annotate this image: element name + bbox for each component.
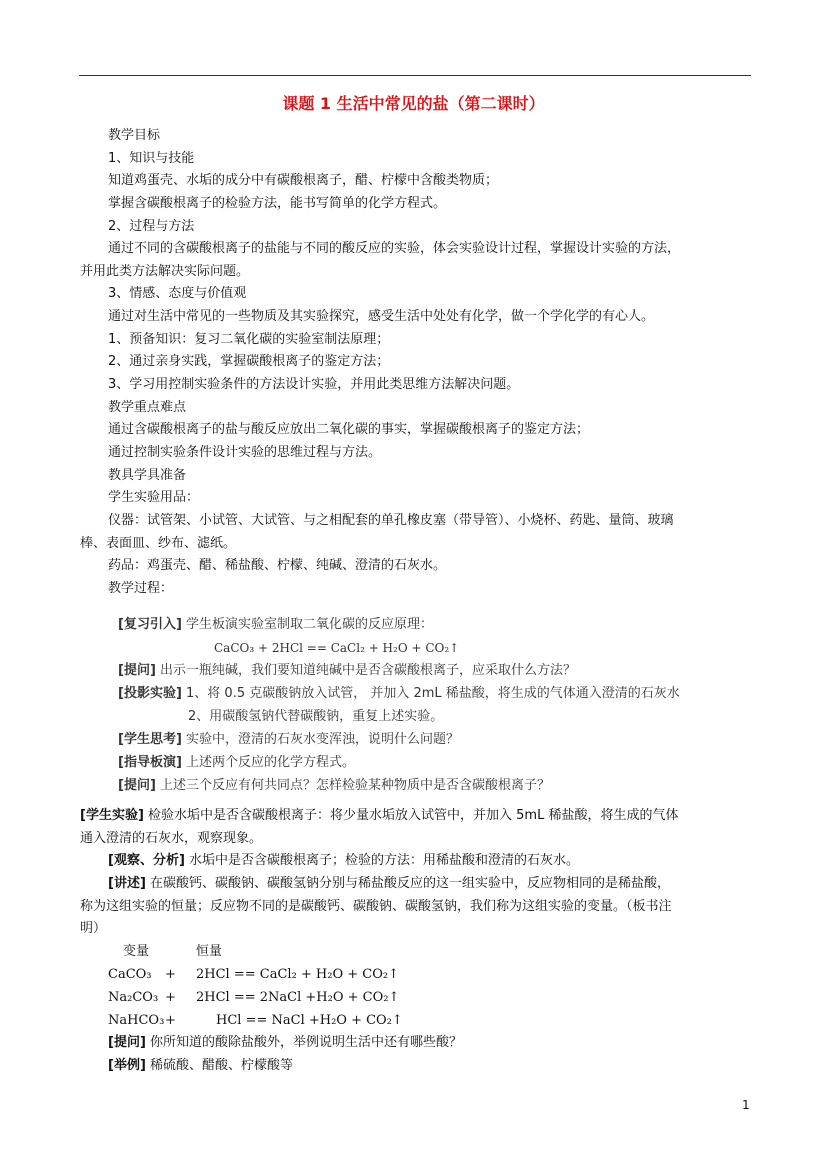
image-line: [投影实验] 1、将 0.5 克碳酸钠放入试管， 并加入 2mL 稀盐酸，将生成的气体通入澄清的石灰水 <box>118 686 680 701</box>
student-experiment: [学生实验] 检验水垢中是否含碳酸根离子：将少量水垢放入试管中，并加入 5mL 稀盐酸，将生成的气体 <box>80 808 679 823</box>
text-line: 3、学习用控制实验条件的方法设计实验，并用此类思维方法解决问题。 <box>108 377 520 392</box>
embedded-image <box>118 604 680 794</box>
text-line: 掌握含碳酸根离子的检验方法，能书写简单的化学方程式。 <box>108 196 447 211</box>
text-line: 教学过程： <box>108 581 174 596</box>
explanation: [讲述] 在碳酸钙、碳酸钠、碳酸氢钠分别与稀盐酸反应的这一组实验中，反应物相同的是稀盐酸， <box>108 876 671 891</box>
text-line: 仪器：试管架、小试管、大试管、与之相配套的单孔橡皮塞（带导管）、小烧杯、药匙、量筒、玻璃 <box>108 513 674 528</box>
header-rule <box>79 75 751 76</box>
text-line: 通过控制实验条件设计实验的思维过程与方法。 <box>108 445 382 460</box>
text-line: 教学目标 <box>108 128 161 143</box>
text-line: 学生实验用品： <box>108 490 200 505</box>
page-number: 1 <box>742 1098 750 1112</box>
page-title: 课题 1 生活中常见的盐（第二课时） <box>282 94 545 113</box>
header-variable: 变量 <box>123 944 150 959</box>
text-line: 称为这组实验的恒量；反应物不同的是碳酸钙、碳酸钠、碳酸氢钠，我们称为这组实验的变量。（板书注 <box>80 899 672 914</box>
equation-rest: 2HCl == 2NaCl +H₂O + CO₂↑ <box>196 990 400 1005</box>
image-line: [学生思考] 实验中，澄清的石灰水变浑浊，说明什么问题？ <box>118 732 460 747</box>
text-line: 并用此类方法解决实际问题。 <box>80 264 250 279</box>
observe-analysis: [观察、分析] 水垢中是否含碳酸根离子；检验的方法：用稀盐酸和澄清的石灰水。 <box>108 853 580 868</box>
image-line: [提问] 上述三个反应有何共同点？怎样检验某种物质中是否含碳酸根离子？ <box>118 778 551 793</box>
image-line: [提问] 出示一瓶纯碱，我们要知道纯碱中是否含碳酸根离子，应采取什么方法？ <box>118 663 577 678</box>
text-line: 2、通过亲身实践，掌握碳酸根离子的鉴定方法； <box>108 354 390 369</box>
text-line: 3、情感、态度与价值观 <box>108 286 247 301</box>
equation-reactant: Na₂CO₃ <box>108 990 159 1005</box>
question: [提问] 你所知道的酸除盐酸外，举例说明生活中还有哪些酸？ <box>108 1035 463 1050</box>
text-line: 2、过程与方法 <box>108 219 195 234</box>
text-line: 棒、表面皿、纱布、滤纸。 <box>80 536 237 551</box>
text-line: 1、知识与技能 <box>108 151 195 166</box>
text-line: 通过对生活中常见的一些物质及其实验探究，感受生活中处处有化学，做一个学化学的有心人。 <box>108 309 655 324</box>
text-line: 通过含碳酸根离子的盐与酸反应放出二氧化碳的事实，掌握碳酸根离子的鉴定方法； <box>108 422 590 437</box>
text-line: 明） <box>80 921 107 936</box>
text-line: 教学重点难点 <box>108 400 187 415</box>
text-line: 知道鸡蛋壳、水垢的成分中有碳酸根离子，醋、柠檬中含酸类物质； <box>108 173 499 188</box>
image-line: 2、用碳酸氢钠代替碳酸钠，重复上述实验。 <box>188 709 444 724</box>
equation-plus: + <box>165 1013 176 1028</box>
equation-rest: HCl == NaCl +H₂O + CO₂↑ <box>216 1013 403 1028</box>
equation-reactant: NaHCO₃ <box>108 1013 165 1028</box>
equation-rest: 2HCl == CaCl₂ + H₂O + CO₂↑ <box>196 967 400 982</box>
text-line: 1、预备知识：复习二氧化碳的实验室制法原理； <box>108 332 390 347</box>
equation-plus: + <box>165 967 176 982</box>
equation-plus: + <box>165 990 176 1005</box>
text-line: 通过不同的含碳酸根离子的盐能与不同的酸反应的实验，体会实验设计过程，掌握设计实验的方法， <box>108 241 681 256</box>
text-line: 教具学具准备 <box>108 468 187 483</box>
image-line: [复习引入] 学生板演实验室制取二氧化碳的反应原理： <box>118 617 434 632</box>
header-constant: 恒量 <box>196 944 223 959</box>
image-line: [指导板演] 上述两个反应的化学方程式。 <box>118 755 356 770</box>
equation-reactant: CaCO₃ <box>108 967 152 982</box>
text-line: 药品：鸡蛋壳、醋、稀盐酸、柠檬、纯碱、澄清的石灰水。 <box>108 558 447 573</box>
example: [举例] 稀硫酸、醋酸、柠檬酸等 <box>108 1058 294 1073</box>
text-line: 通入澄清的石灰水，观察现象。 <box>80 831 263 846</box>
image-equation: CaCO₃ + 2HCl == CaCl₂ + H₂O + CO₂↑ <box>214 641 460 655</box>
